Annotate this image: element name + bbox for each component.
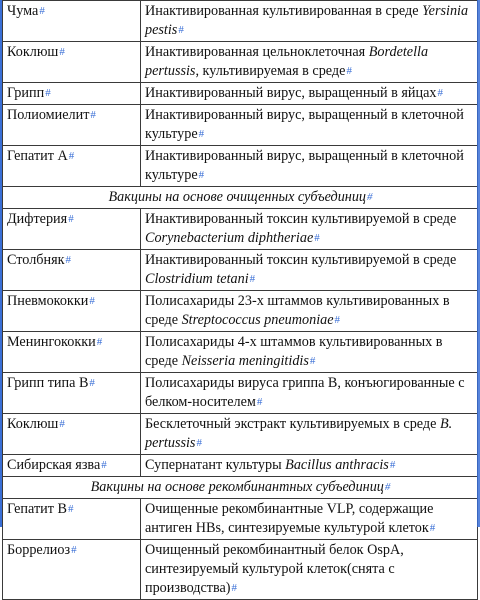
table-section-row	[3, 477, 478, 499]
paragraph-mark-icon: #	[90, 109, 96, 121]
paragraph-mark-icon: #	[314, 232, 320, 244]
paragraph-mark-icon: #	[309, 355, 316, 367]
paragraph-mark-icon: #	[196, 437, 202, 449]
description-text: Инактивированный токсин культивируемой в среде	[145, 252, 457, 268]
disease-name: Чума	[7, 3, 39, 19]
disease-cell	[3, 291, 141, 332]
disease-name: Дифтерия	[7, 211, 68, 227]
vaccine-table-body	[3, 1, 478, 600]
species-name: Bordetella pertussis	[145, 44, 429, 79]
paragraph-mark-icon: #	[89, 377, 95, 389]
vaccine-description-cell	[141, 540, 478, 600]
paragraph-mark-icon: #	[256, 396, 263, 408]
table-row	[3, 105, 478, 146]
description-text: Очищенные рекомбинантные VLP, содержащие антиген HBs, синтезируемые культурой клеток	[145, 501, 434, 536]
table-row	[3, 455, 478, 477]
disease-cell	[3, 105, 141, 146]
disease-name: Гепатит В	[7, 501, 67, 517]
table-row	[3, 540, 478, 600]
paragraph-mark-icon: #	[68, 213, 74, 225]
vaccine-description-cell	[141, 209, 478, 250]
description-text: Бесклеточный экстракт культивируемых в среде	[145, 416, 440, 432]
paragraph-mark-icon: #	[437, 87, 444, 99]
vaccine-description-cell	[141, 291, 478, 332]
vaccine-description-cell	[141, 146, 478, 187]
description-text: , культивируемая в среде	[195, 63, 346, 79]
table-row	[3, 291, 478, 332]
vaccine-description-cell	[141, 105, 478, 146]
paragraph-mark-icon: #	[39, 5, 45, 17]
section-title-text: Вакцины на основе рекомбинантных субъединиц	[90, 479, 384, 495]
disease-cell	[3, 83, 141, 105]
table-section-row	[3, 187, 478, 209]
vaccine-description-cell	[141, 83, 478, 105]
table-row	[3, 83, 478, 105]
paragraph-mark-icon: #	[346, 65, 352, 77]
paragraph-mark-icon: #	[71, 544, 77, 556]
table-row	[3, 373, 478, 414]
description-text: Очищенный рекомбинантный белок OspA, синтезируемый культурой клеток(снята с производства)	[145, 542, 404, 596]
description-text: Инактивированный токсин культивируемой в среде	[145, 211, 457, 227]
description-text: Инактивированный вирус, выращенный в яйцах	[145, 85, 437, 101]
vaccine-description-cell	[141, 42, 478, 83]
table-row	[3, 332, 478, 373]
paragraph-mark-icon: #	[89, 295, 95, 307]
disease-cell	[3, 499, 141, 540]
paragraph-mark-icon: #	[96, 336, 103, 348]
vaccine-description-cell	[141, 373, 478, 414]
description-text: Полисахариды 4-х штаммов культивированных в среде	[145, 334, 443, 369]
disease-name: Грипп	[7, 85, 45, 101]
table-row	[3, 499, 478, 540]
species-name: Yersinia pestis	[145, 3, 469, 38]
description-text: Инактивированный вирус, выращенный в клеточной культуре	[145, 107, 464, 142]
paragraph-mark-icon: #	[334, 314, 341, 326]
disease-name: Коклюш	[7, 416, 59, 432]
disease-name: Столбняк	[7, 252, 65, 268]
disease-name: Гепатит А	[7, 148, 68, 164]
paragraph-mark-icon: #	[249, 273, 256, 285]
paragraph-mark-icon: #	[45, 87, 51, 99]
disease-cell	[3, 332, 141, 373]
section-title-text: Вакцины на основе очищенных субъединиц	[108, 189, 367, 205]
species-name: B. pertussis	[145, 416, 453, 451]
paragraph-mark-icon: #	[178, 24, 184, 36]
disease-cell	[3, 250, 141, 291]
species-name: Bacillus anthracis	[285, 457, 389, 473]
section-title	[3, 187, 478, 209]
table-row	[3, 414, 478, 455]
disease-cell	[3, 540, 141, 600]
paragraph-mark-icon: #	[429, 522, 436, 534]
vaccine-description-cell	[141, 414, 478, 455]
description-text: Полисахариды вируса гриппа В, конъюгированные с белком-носителем	[145, 375, 465, 410]
section-title	[3, 477, 478, 499]
paragraph-mark-icon: #	[384, 481, 391, 493]
vaccine-table	[2, 0, 478, 600]
description-text: Инактивированная цельноклеточная	[145, 44, 369, 60]
paragraph-mark-icon: #	[367, 191, 373, 203]
disease-name: Грипп типа В	[7, 375, 89, 391]
disease-name: Сибирская язва	[7, 457, 101, 473]
vaccine-description-cell	[141, 455, 478, 477]
vaccine-description-cell	[141, 1, 478, 42]
disease-name: Менингококки	[7, 334, 96, 350]
description-text: Супернатант культуры	[145, 457, 286, 473]
disease-cell	[3, 146, 141, 187]
description-text: Инактивированный вирус, выращенный в клеточной культуре	[145, 148, 464, 183]
paragraph-mark-icon: #	[65, 254, 72, 266]
table-row	[3, 146, 478, 187]
paragraph-mark-icon: #	[101, 459, 107, 471]
paragraph-mark-icon: #	[389, 459, 396, 471]
disease-cell	[3, 42, 141, 83]
vaccine-description-cell	[141, 332, 478, 373]
paragraph-mark-icon: #	[67, 503, 74, 515]
species-name: Corynebacterium diphtheriae	[145, 230, 314, 246]
vaccine-description-cell	[141, 499, 478, 540]
species-name: Clostridium tetani	[145, 271, 249, 287]
paragraph-mark-icon: #	[59, 46, 65, 58]
description-text: Инактивированная культивированная в среде	[145, 3, 423, 19]
paragraph-mark-icon: #	[59, 418, 65, 430]
paragraph-mark-icon: #	[68, 150, 75, 162]
paragraph-mark-icon: #	[198, 169, 205, 181]
disease-cell	[3, 373, 141, 414]
table-row	[3, 1, 478, 42]
disease-cell	[3, 455, 141, 477]
species-name: Streptococcus pneumoniae	[181, 312, 334, 328]
table-row	[3, 42, 478, 83]
paragraph-mark-icon: #	[231, 582, 238, 594]
paragraph-mark-icon: #	[198, 128, 205, 140]
disease-name: Полиомиелит	[7, 107, 90, 123]
description-text: Полисахариды 23-х штаммов культивированных в среде	[145, 293, 450, 328]
disease-name: Коклюш	[7, 44, 59, 60]
species-name: Neisseria meningitidis	[181, 353, 309, 369]
disease-name: Пневмококки	[7, 293, 89, 309]
disease-name: Боррелиоз	[7, 542, 71, 558]
disease-cell	[3, 414, 141, 455]
table-row	[3, 250, 478, 291]
disease-cell	[3, 1, 141, 42]
disease-cell	[3, 209, 141, 250]
vaccine-description-cell	[141, 250, 478, 291]
table-row	[3, 209, 478, 250]
